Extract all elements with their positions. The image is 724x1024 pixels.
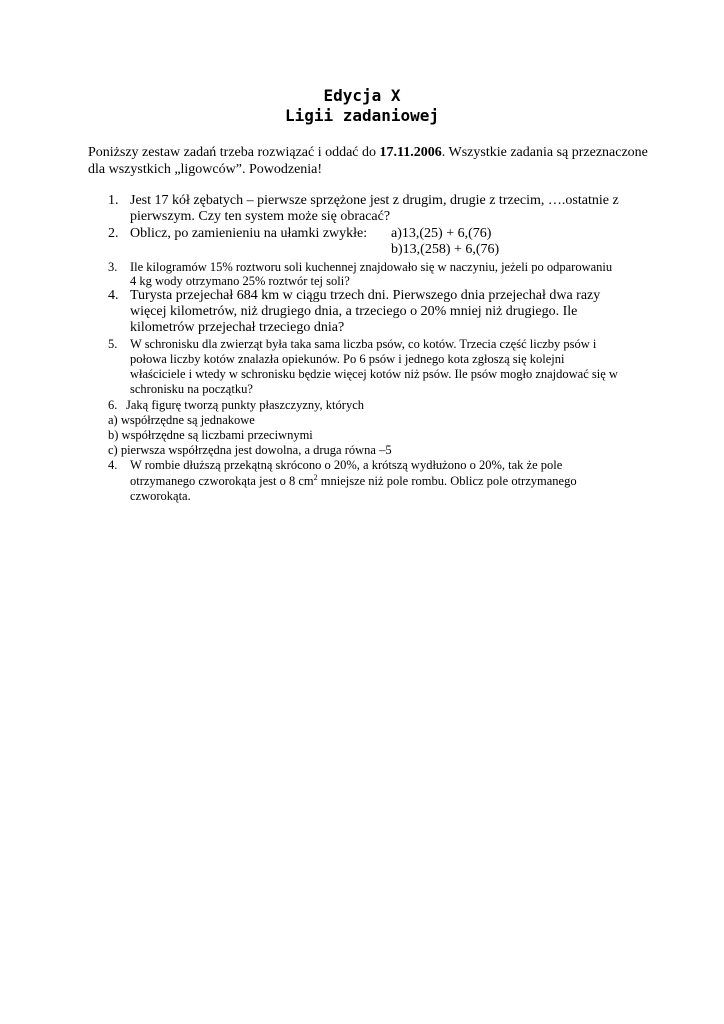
intro-paragraph bbox=[88, 144, 648, 178]
task-number: 4. bbox=[108, 458, 118, 472]
sub-item-b: b) współrzędne są liczbami przeciwnymi bbox=[108, 428, 313, 442]
text-before-unit: otrzymanego czworokąta jest o 8 cm bbox=[130, 474, 314, 488]
task-text: Oblicz, po zamienieniu na ułamki zwykłe: bbox=[130, 226, 368, 241]
task-text: Jest 17 kół zębatych – pierwsze sprzężone jest z drugim, drugie z trzecim, ….ostatnie z bbox=[130, 193, 619, 208]
deadline-date: 17.11.2006 bbox=[379, 145, 442, 160]
intro-text-after: . Wszystkie zadania są przeznaczone dla wszystkich „ligowców”. Powodzenia! bbox=[88, 145, 648, 177]
expression-a: a)13,(25) + 6,(76) bbox=[391, 226, 492, 241]
task-text: pierwszym. Czy ten system może się obracać? bbox=[130, 209, 391, 224]
task-number: 4. bbox=[108, 288, 119, 303]
intro-text-before: Poniższy zestaw zadań trzeba rozwiązać i oddać do bbox=[88, 145, 380, 160]
task-text: 4 kg wody otrzymano 25% roztwór tej soli? bbox=[130, 274, 350, 288]
task-text: kilometrów przejechał trzeciego dnia? bbox=[130, 320, 345, 335]
task-text: więcej kilometrów, niż drugiego dnia, a trzeciego o 20% mniej niż drugiego. Ile bbox=[130, 304, 578, 319]
expression-b: b)13,(258) + 6,(76) bbox=[391, 242, 500, 257]
task-text: czworokąta. bbox=[130, 489, 191, 503]
task-number: 6. bbox=[108, 398, 118, 412]
text-after-unit: mniejsze niż pole rombu. Oblicz pole otrzymanego bbox=[317, 474, 577, 488]
task-text: W schronisku dla zwierząt była taka sama liczba psów, co kotów. Trzecia część liczby psów i bbox=[130, 337, 597, 351]
task-number: 2. bbox=[108, 226, 119, 241]
title-league: Ligii zadaniowej bbox=[284, 106, 440, 125]
task-text: Turysta przejechał 684 km w ciągu trzech dni. Pierwszego dnia przejechał dwa razy bbox=[130, 288, 601, 303]
task-text: schronisku na początku? bbox=[130, 382, 253, 396]
sub-item-a: a) współrzędne są jednakowe bbox=[108, 413, 255, 427]
task-number: 1. bbox=[108, 193, 119, 208]
task-number: 5. bbox=[108, 337, 118, 351]
task-number: 3. bbox=[108, 260, 118, 274]
task-text: Ile kilogramów 15% roztworu soli kuchennej znajdowało się w naczyniu, jeżeli po odparowaniu bbox=[130, 260, 613, 274]
task-text-with-unit bbox=[130, 473, 577, 489]
task-text: połowa liczby kotów znalazła opiekunów. Po 6 psów i jednego kota zgłoszą się kolejni bbox=[130, 352, 565, 366]
task-text: Jaką figurę tworzą punkty płaszczyzny, których bbox=[126, 398, 364, 412]
sub-item-c: c) pierwsza współrzędna jest dowolna, a druga równa –5 bbox=[108, 443, 392, 457]
superscript-exponent: 2 bbox=[313, 473, 318, 482]
task-text: W rombie dłuższą przekątną skrócono o 20%, a krótszą wydłużono o 20%, tak że pole bbox=[130, 458, 563, 472]
task-text: właściciele i wtedy w schronisku będzie więcej kotów niż psów. Ile psów mogło znajdować się w bbox=[130, 367, 618, 381]
title-edition: Edycja X bbox=[323, 86, 401, 105]
